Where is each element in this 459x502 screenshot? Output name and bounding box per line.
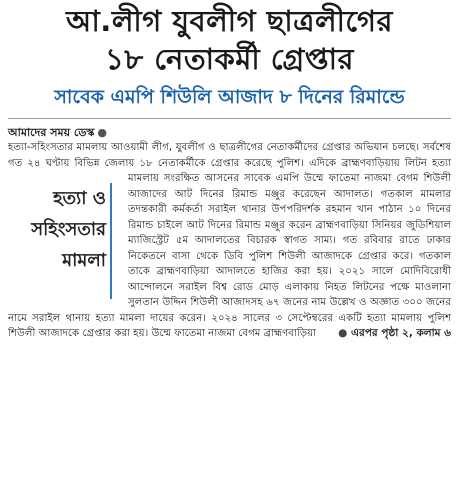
body-paragraph-continued: বিচারক স্বাগত সাম্য। গত রবিবার রাতে ঢাকার নিকেতনে বাসা থেকে ডিবি পুলিশ শিউলী আজাদকে গ্রেপ্তার করে। গতকাল তাকে ব্রাহ্মণবাড়িয়া আদালতে হাজির করা হয়। ২০২১ সালে মোদিবিরোধী আন্দোলনে সরাইল বিশ্ব রোড মোড় এলাকায় নিহত লিটনের পক্ষে মাওলানা সুলতান উদ্দিন শিউলী আজাদসহ ৬৭ জনের নাম উল্লেখ ও অজ্ঞাত ৩০০ জনের নামে সরাইল থানায় হত্যা মামলা দায়ের করেন। ২০২৪ সালের ৩ সেপ্টেম্বরের একটি হত্যা মামলায় পুলিশ শিউলী আজাদকে গ্রেপ্তার করা হয়। উম্মে ফাতেমা নাজমা বেগম ব্রাহ্মণবাড়িয়া	[8, 235, 452, 339]
subheadline: সাবেক এমপি শিউলি আজাদ ৮ দিনের রিমান্ডে	[54, 86, 405, 108]
jump-line	[338, 326, 451, 342]
pullquote-accent-bar	[110, 183, 112, 299]
pullquote-text	[31, 183, 106, 276]
body-paragraph-intro: হত্যা-সহিংসতার মামলায় আওয়ামী লীগ, যুবলীগ ও ছাত্রলীগের নেতাকর্মীদের গ্রেপ্তার অভিযান চলছে। সর্বশেষ গত ২৪ ঘণ্টায় বিভিন্ন জেলায় ১৮ নেতাকর্মীকে গ্রেপ্তার করেছে পুলিশ। এদিকে ব্রাহ্মণবাড়িয়ায়	[8, 142, 451, 169]
pullquote-line-2: সহিংসতার	[31, 219, 106, 240]
pullquote-line-3: মামলা	[62, 250, 106, 271]
headline-line-1: আ.লীগ যুবলীগ ছাত্রলীগের	[65, 4, 393, 38]
article-body	[8, 140, 451, 342]
byline-text: আমাদের সময় ডেস্ক	[8, 126, 95, 139]
jump-text: এরপর পৃষ্ঠা ২, কলাম ৬	[351, 327, 451, 339]
divider	[8, 118, 451, 119]
byline-bullet-icon: ●	[97, 126, 107, 139]
headline-line-2: ১৮ নেতাকর্মী গ্রেপ্তার	[105, 42, 354, 76]
pullquote	[8, 177, 120, 307]
byline	[8, 125, 451, 140]
body-paragraph-wrapped: লিটন হত্যা মামলায় সংরক্ষিত আসনের সাবেক এমপি উম্মে ফাতেমা নাজমা বেগম শিউলী আজাদের আট দিনের রিমান্ড মঞ্জুর করেছেন আদালত। গতকাল মামলার তদন্তকারী কর্মকর্তা সরাইল থানার উপপরিদর্শক রহমান খান পাঠান ১০ দিনের রিমান্ড চাইলে আট দিনের রিমান্ড মঞ্জুর করেন ব্রাহ্মণবাড়িয়া সিনিয়র জুডিশিয়াল ম্যাজিস্ট্রেট ৫ম আদালতের	[128, 157, 452, 246]
jump-bullet-icon: ●	[338, 327, 351, 339]
pullquote-line-1: হত্যা ও	[53, 188, 106, 209]
